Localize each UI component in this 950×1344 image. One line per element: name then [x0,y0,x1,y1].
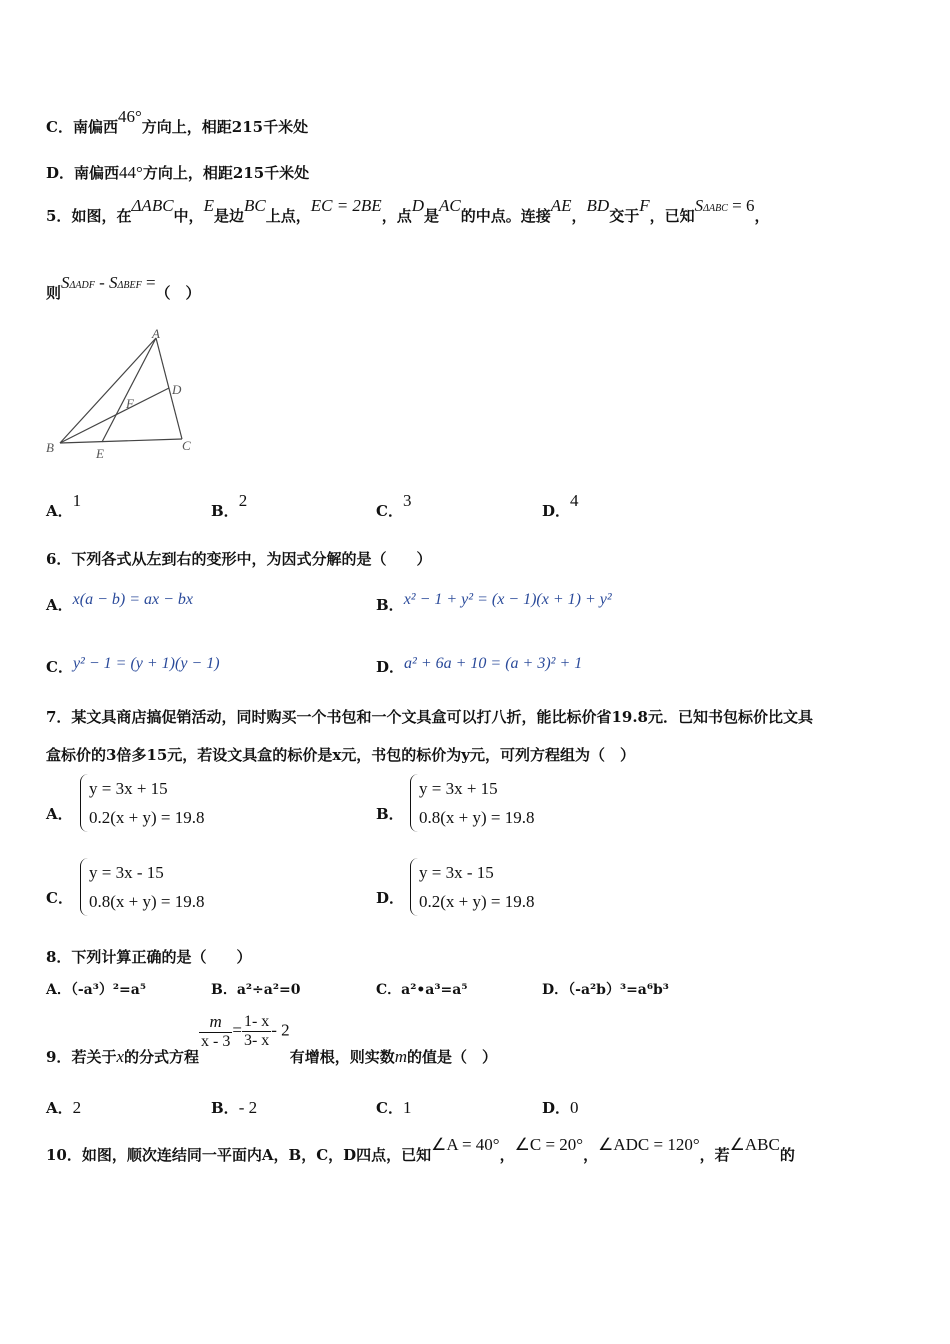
option-label: B． [211,1099,239,1117]
equation: 0.8(x + y) = 19.8 [419,808,535,827]
math: = 6 [732,196,755,215]
stem-text: 上点， [265,207,311,225]
numerator: 1- x [243,1013,270,1030]
figure-lines [60,338,182,443]
q7-option-a-label[interactable]: A． [46,805,73,823]
q8-stem: 8．下列计算正确的是（ ） [46,948,252,966]
option-label: D． [542,502,571,520]
option-label: B． [376,596,404,614]
option-label: C． [376,1099,403,1117]
math: EC = 2BE [310,196,382,215]
denominator: x - 3 [201,1033,231,1050]
stem-text: ，点 [381,207,412,225]
option-value: 0 [570,1098,579,1117]
option-value: 1 [72,491,82,510]
option-value: x² − 1 + y² = (x − 1)(x + 1) + y² [403,591,612,608]
answer-blank: （ ） [155,284,201,302]
question-number: 5． [46,207,72,225]
q4-option-c [46,107,309,137]
segment-ae [102,338,156,442]
stem-text: ， [499,1146,515,1164]
option-value: x(a − b) = ax − bx [72,591,193,608]
q6-option-d[interactable] [376,656,582,677]
math: S [109,273,118,292]
stem-text: 的中点。连接 [460,207,551,225]
option-label: B． [211,982,237,998]
q7-stem-line2: 盒标价的3倍多15元，若设文具盒的标价是x元，书包的标价为y元，可列方程组为（ ） [46,746,635,764]
segment-bd [60,388,169,443]
option-label: D． [376,658,405,676]
math: m [394,1046,407,1066]
q9-option-b[interactable] [211,1097,257,1118]
fraction-1 [199,1012,232,1051]
option-label: D． [542,1099,571,1117]
q7-option-b-label[interactable]: B． [376,805,404,823]
numerator: m [199,1012,232,1033]
q7-option-d-label[interactable]: D． [376,889,405,907]
stem-text: 如图，在 [71,207,132,225]
option-text: 方向上，相距215千米处 [141,118,309,136]
equation: y = 3x + 15 [89,779,168,798]
option-value: （-a³）²=a⁵ [70,982,146,998]
q5-option-d[interactable] [542,491,579,521]
option-label: C． [376,502,403,520]
q5-option-b[interactable] [211,491,248,521]
label-f: F [126,396,134,411]
option-value: a²•a³=a⁵ [401,982,468,998]
stem-text: 的分式方程 [124,1047,200,1066]
stem-text: 若关于 [71,1047,117,1066]
stem-text: 的值是（ ） [406,1047,497,1066]
math: BD [586,196,610,215]
option-text: 方向上，相距215千米处 [142,164,310,182]
math: ∠C = 20° [514,1135,584,1154]
q7-option-d-system[interactable] [410,858,535,916]
stem-text: ，已知 [649,207,695,225]
angle-value: 44° [119,163,143,182]
q7-option-b-system[interactable] [410,774,535,832]
option-label: C． [376,982,402,998]
stem-text: ， [571,207,587,225]
math-subscript: ΔBEF [117,280,142,291]
equation: 0.8(x + y) = 19.8 [89,892,205,911]
option-text: 南偏西 [72,118,118,136]
stem-text: 有增根，则实数 [289,1047,395,1066]
math-subscript: ΔABC [703,203,728,214]
q6-option-a[interactable] [46,591,193,615]
equation: y = 3x + 15 [419,779,498,798]
label-b: B [46,440,54,455]
math-subscript: ΔADF [69,280,95,291]
denominator: 3- x [243,1032,270,1049]
q5-stem-line2 [46,273,201,303]
stem-text: 是 [423,207,439,225]
q4-option-d [46,162,309,183]
label-a: A [152,326,160,341]
option-label: D． [46,164,75,182]
option-label: A． [46,502,73,520]
option-label: C． [46,658,73,676]
math: ∠ADC = 120° [598,1135,700,1154]
q5-stem [46,196,770,226]
question-number: 9． [46,1047,72,1066]
q10-stem [46,1135,795,1165]
option-text: 南偏西 [74,164,120,182]
stem-text: 交于 [609,207,640,225]
q7-option-c-system[interactable] [80,858,205,916]
option-value: 3 [402,491,412,510]
math: ∠ABC [729,1135,780,1154]
option-label: A． [46,596,73,614]
equation: 0.2(x + y) = 19.8 [89,808,205,827]
math: BC [243,196,266,215]
q8-option-b[interactable] [211,979,300,999]
math: = [145,273,156,292]
stem-text: ， [583,1146,599,1164]
q9-stem [46,1012,497,1066]
option-value: 2 [72,1098,82,1117]
math: D [411,196,424,215]
option-value: - 2 [238,1098,258,1117]
q8-option-a[interactable] [46,979,146,999]
label-d: D [172,382,182,397]
option-label: B． [211,502,239,520]
math: S [61,273,70,292]
option-value: 2 [238,491,248,510]
q6-stem: 6．下列各式从左到右的变形中，为因式分解的是（ ） [46,550,432,568]
q6-option-c[interactable] [46,656,220,677]
equation: 0.2(x + y) = 19.8 [419,892,535,911]
option-value: y² − 1 = (y + 1)(y − 1) [72,655,220,672]
math: E [203,196,214,215]
math: ∠A = 40° [431,1135,500,1154]
q9-option-c[interactable] [376,1097,411,1118]
option-value: a²÷a²=0 [236,982,301,998]
q7-option-a-system[interactable] [80,774,205,832]
q7-option-c-label[interactable]: C． [46,889,73,907]
option-value: 1 [402,1098,412,1117]
math: F [639,196,650,215]
stem-text: ， [754,207,770,225]
q9-option-d[interactable] [542,1097,579,1118]
label-e: E [96,446,104,461]
option-label: C． [46,118,73,136]
option-value: 4 [570,491,579,510]
math: x [116,1046,124,1066]
stem-text: 则 [46,284,62,302]
option-label: A． [46,982,71,998]
label-c: C [182,438,191,453]
stem-text: 中， [173,207,204,225]
stem-text: 是边 [213,207,244,225]
option-label: D． [542,982,569,998]
math: - 2 [271,1020,290,1040]
equation: y = 3x - 15 [419,863,494,882]
q6-option-b[interactable] [376,591,612,615]
q9-option-a[interactable] [46,1097,81,1118]
option-value: a² + 6a + 10 = (a + 3)² + 1 [404,655,583,672]
stem-text: 的 [779,1146,795,1164]
math: AE [550,196,572,215]
angle-value: 46° [117,107,142,126]
option-label: A． [46,1099,73,1117]
segment-bc [60,439,182,443]
q5-option-c[interactable] [376,491,412,521]
q5-option-a[interactable] [46,491,82,521]
math: ΔABC [131,196,174,215]
equation: y = 3x - 15 [89,863,164,882]
stem-text: ，若 [699,1146,730,1164]
q7-stem-line1: 7．某文具商店搞促销活动，同时购买一个书包和一个文具盒可以打八折，能比标价省19.8元．已知书包标价比文具 [46,708,813,726]
math: - [99,273,105,292]
fraction-2 [242,1013,271,1050]
option-value: （-a²b）³=a⁶b³ [568,982,669,998]
math: AC [439,196,461,215]
stem-text: 10．如图，顺次连结同一平面内A，B，C，D四点，已知 [46,1146,432,1164]
math: S [694,196,704,215]
math: = [232,1020,242,1040]
segment-ab [60,338,156,443]
q8-option-d[interactable] [542,979,669,999]
triangle-figure [44,326,204,466]
q8-option-c[interactable] [376,979,467,999]
